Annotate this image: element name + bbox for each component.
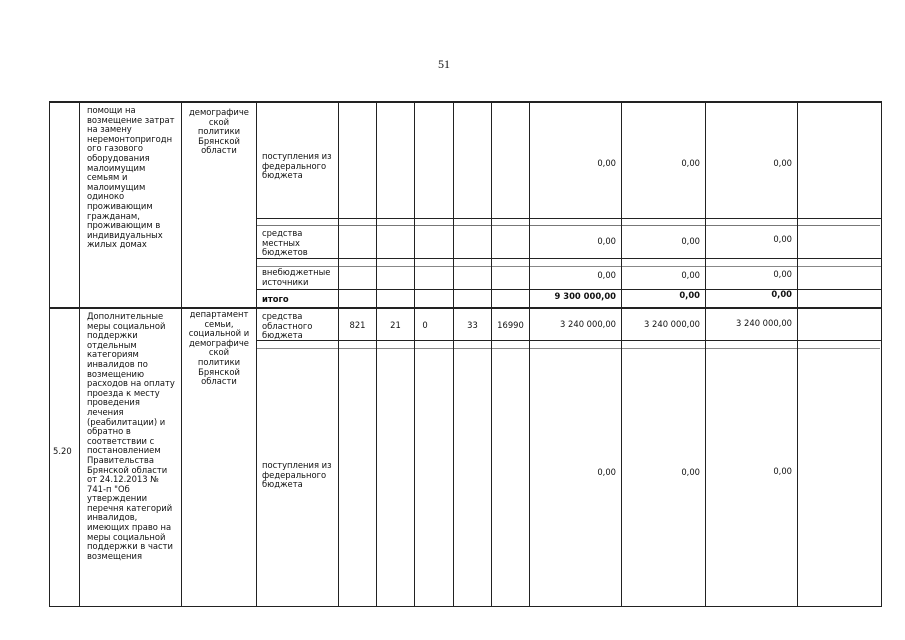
total-2016: 0,00	[771, 289, 792, 299]
source-line: бюджета	[262, 170, 303, 181]
executor-line: ской	[208, 116, 230, 127]
measure-name-cell	[87, 312, 179, 561]
executor-line: области	[201, 145, 237, 156]
name-line: утверждении	[87, 493, 148, 504]
name-line: отдельным	[87, 339, 137, 350]
grbs-code: 821	[349, 320, 366, 330]
amount-2015: 0,00	[681, 236, 700, 246]
name-line: категориям	[87, 349, 139, 360]
name-line: меры социальной	[87, 531, 166, 542]
col-line	[529, 101, 530, 607]
amount-2015: 3 240 000,00	[644, 319, 700, 329]
name-line: гражданам,	[87, 210, 140, 221]
executor-cell	[182, 310, 256, 387]
name-line: малоимущим	[87, 162, 146, 173]
row-divider	[256, 266, 882, 267]
amount-2016: 0,00	[773, 158, 792, 168]
col-line	[256, 101, 257, 607]
executor-line: социальной и	[188, 328, 250, 339]
amount-2016: 0,00	[773, 269, 792, 279]
col-line	[79, 101, 80, 607]
name-line: Брянской области	[87, 464, 168, 475]
name-line: возмещение затрат	[87, 114, 175, 125]
source-line: поступления из	[262, 151, 332, 161]
col-line	[621, 101, 622, 607]
name-line: проживающим в	[87, 220, 161, 231]
funding-source	[262, 461, 338, 490]
source-line: источники	[262, 276, 309, 287]
col-line	[49, 101, 50, 607]
executor-line: демографиче	[189, 107, 249, 117]
source-line: средства	[262, 228, 303, 238]
name-line: жилых домах	[87, 239, 147, 250]
amount-2014: 0,00	[597, 467, 616, 477]
amount-2014: 0,00	[597, 236, 616, 246]
name-line: возмещению	[87, 368, 144, 379]
name-line: проживающим	[87, 200, 153, 211]
source-line: бюджета	[262, 479, 303, 490]
amount-2015: 0,00	[681, 158, 700, 168]
total-label: итого	[262, 294, 289, 304]
amount-2016: 0,00	[773, 466, 792, 476]
source-line: областного	[262, 320, 313, 331]
name-line: от 24.12.2013 №	[87, 474, 159, 485]
name-line: соответствии с	[87, 435, 155, 446]
col-line	[338, 101, 339, 607]
measure-number: 5.20	[53, 446, 72, 456]
executor-line: политики	[197, 356, 241, 367]
col-line	[491, 101, 492, 607]
funding-source	[262, 152, 338, 181]
name-line: меры социальной	[87, 320, 166, 331]
source-line: бюджетов	[262, 247, 308, 258]
name-line: расходов на оплату	[87, 378, 175, 389]
name-line: поддержки	[87, 330, 138, 341]
col-line	[705, 101, 706, 607]
executor-line: Брянской	[198, 135, 240, 146]
name-line: Дополнительные	[87, 311, 164, 321]
amount-2016: 0,00	[773, 234, 792, 244]
name-line: оборудования	[87, 152, 150, 163]
name-line: инвалидов,	[87, 512, 138, 523]
name-line: помощи на	[87, 105, 136, 115]
amount-2014: 0,00	[597, 270, 616, 280]
name-line: проезда к месту	[87, 387, 160, 398]
source-line: местных	[262, 237, 300, 248]
col-line	[881, 101, 882, 607]
name-line: постановлением	[87, 445, 161, 456]
page-number: 51	[438, 57, 450, 71]
amount-2016: 3 240 000,00	[736, 318, 792, 328]
total-2014: 9 300 000,00	[554, 291, 616, 301]
executor-line: ской	[208, 347, 230, 358]
funding-source	[262, 229, 338, 258]
name-line: лечения	[87, 406, 124, 417]
measure-name-cell	[87, 106, 179, 250]
subsection-code: 0	[422, 320, 428, 330]
source-line: поступления из	[262, 460, 332, 470]
amount-2014: 0,00	[597, 158, 616, 168]
block-divider	[49, 307, 882, 309]
name-line: поддержки в части	[87, 541, 173, 552]
section-code: 21	[390, 320, 401, 330]
table-top-border	[49, 101, 882, 103]
total-2015: 0,00	[679, 290, 700, 300]
name-line: (реабилитации) и	[87, 416, 166, 427]
name-line: 741-п "Об	[87, 483, 130, 494]
executor-line: политики	[197, 126, 241, 137]
col-line	[797, 101, 798, 607]
name-line: имеющих право на	[87, 522, 172, 533]
source-line: средства	[262, 311, 303, 321]
name-line: одиноко	[87, 191, 125, 202]
name-line: перечня категорий	[87, 502, 173, 513]
name-line: инвалидов по	[87, 358, 148, 369]
amount-2015: 0,00	[681, 270, 700, 280]
name-line: ого газового	[87, 143, 144, 154]
name-line: индивидуальных	[87, 229, 163, 240]
name-line: обратно в	[87, 426, 131, 437]
name-line: проведения	[87, 397, 140, 408]
amount-2014: 3 240 000,00	[560, 319, 616, 329]
name-line: Правительства	[87, 454, 154, 465]
name-line: семьям и	[87, 172, 128, 183]
source-line: бюджета	[262, 330, 303, 341]
col-line	[376, 101, 377, 607]
row-divider	[256, 340, 882, 341]
executor-line: департамент	[189, 309, 249, 319]
col-line	[414, 101, 415, 607]
funding-source	[262, 312, 338, 341]
target-article-code: 33	[467, 320, 478, 330]
table-bottom-border	[49, 606, 882, 607]
expense-type-code: 16990	[497, 320, 524, 330]
row-divider	[256, 218, 882, 219]
name-line: неремонтопригодн	[87, 133, 173, 144]
source-line: федерального	[262, 160, 327, 171]
executor-line: области	[201, 376, 237, 387]
name-line: возмещения	[87, 550, 142, 561]
row-divider	[256, 225, 880, 226]
funding-source	[262, 268, 338, 287]
source-line: федерального	[262, 469, 327, 480]
row-divider	[256, 348, 880, 349]
name-line: малоимущим	[87, 181, 146, 192]
executor-line: демографиче	[189, 337, 249, 348]
row-divider	[256, 258, 882, 259]
col-line	[453, 101, 454, 607]
amount-2015: 0,00	[681, 467, 700, 477]
executor-line: семьи,	[204, 318, 234, 329]
executor-cell	[182, 108, 256, 156]
executor-line: Брянской	[198, 366, 240, 377]
name-line: на замену	[87, 124, 132, 135]
source-line: внебюджетные	[262, 267, 331, 277]
